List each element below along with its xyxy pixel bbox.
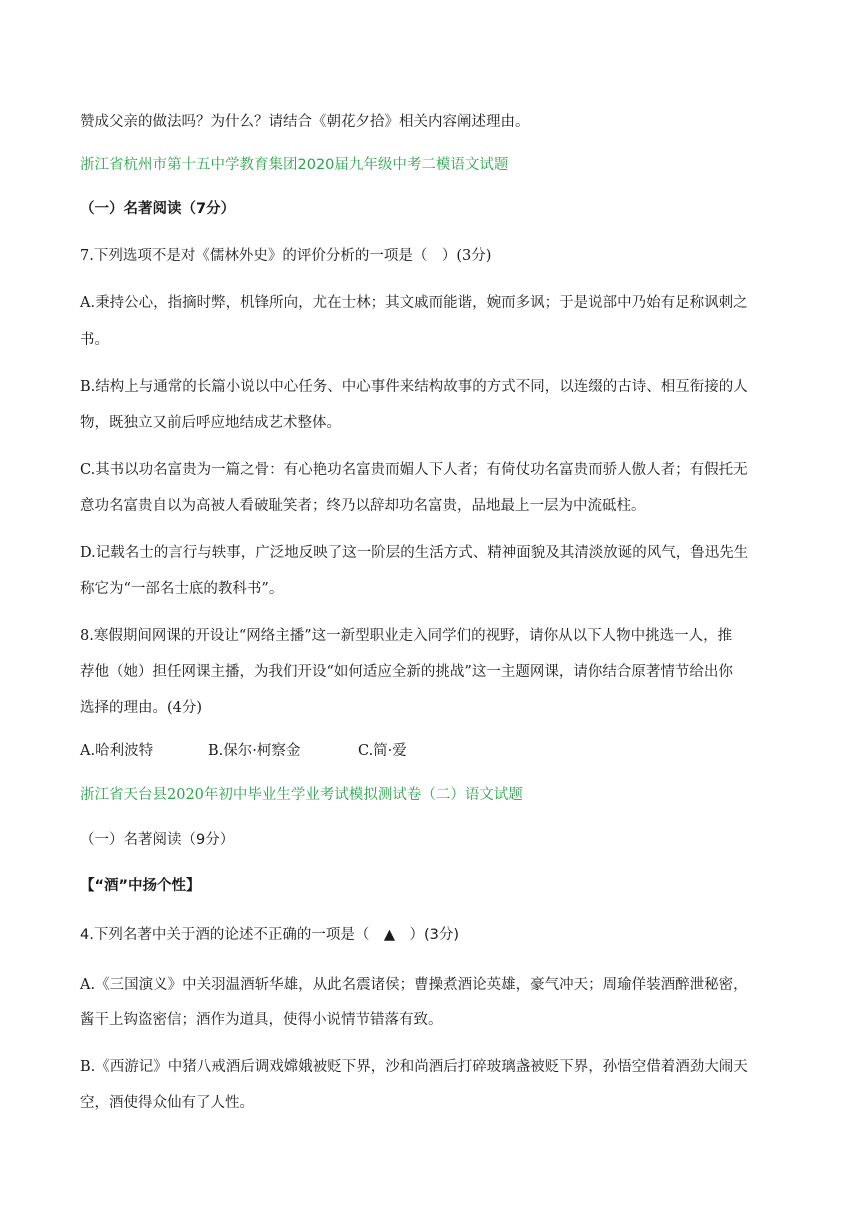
question-8-stem-line3: 选择的理由。(4分) [80,700,203,716]
q8-choice-a: A.哈利波特 [80,743,154,759]
q4-option-a-line1: A.《三国演义》中关羽温酒斩华雄，从此名震诸侯；曹操煮酒论英雄，豪气冲天；周瑜佯装酒醉泄秘密， [80,977,748,993]
q8-choice-b: B.保尔·柯察金 [208,743,301,759]
section-heading-2: （一）名著阅读（9分） [80,832,235,848]
q8-choice-c: C.简·爱 [358,743,407,759]
q4-option-a-line2: 酱干上钩盗密信；酒作为道具，使得小说情节错落有致。 [80,1012,443,1028]
q7-option-c-line1: C.其书以功名富贵为一篇之骨：有心艳功名富贵而媚人下人者；有倚仗功名富贵而骄人傲人者；有假托无 [80,462,748,478]
q4-option-b-line2: 空，酒使得众仙有了人性。 [80,1095,254,1111]
q7-option-c-line2: 意功名富贵自以为高被人看破耻笑者；终乃以辞却功名富贵，品地最上一层为中流砥柱。 [80,498,646,514]
q7-option-a-line2: 书。 [80,332,109,348]
question-8-stem-line2: 荐他（她）担任网课主播，为我们开设“如何适应全新的挑战”这一主题网课，请你结合原著情节给出你 [80,664,733,680]
question-7-stem: 7.下列选项不是对《儒林外史》的评价分析的一项是（ ）(3分) [80,248,492,264]
q7-option-a-line1: A.秉持公心，指摘时弊，机锋所向，尤在士林；其文戚而能谐，婉而多讽；于是说部中乃始有足称讽刺之 [80,295,748,311]
q7-option-b-line2: 物，既独立又前后呼应地结成艺术整体。 [80,415,341,431]
q4-option-b-line1: B.《西游记》中猪八戒酒后调戏嫦娥被贬下界，沙和尚酒后打碎玻璃盏被贬下界，孙悟空借着酒劲大闹天 [80,1059,748,1075]
source-title-1: 浙江省杭州市第十五中学教育集团2020届九年级中考二模语文试题 [80,157,509,173]
intro-paragraph: 赞成父亲的做法吗？为什么？请结合《朝花夕拾》相关内容阐述理由。 [80,114,530,130]
question-4-stem: 4.下列名著中关于酒的论述不正确的一项是（ ▲ ）(3分) [80,927,460,943]
question-8-stem-line1: 8.寒假期间网课的开设让“网络主播”这一新型职业走入同学们的视野，请你从以下人物中挑选一人，推 [80,628,733,644]
q8-choices [80,741,407,761]
section-subheading-2: 【“酒”中扬个性】 [80,878,201,894]
section-heading-1: （一）名著阅读（7分） [80,201,236,217]
source-title-2: 浙江省天台县2020年初中毕业生学业考试模拟测试卷（二）语文试题 [80,787,523,803]
q7-option-d-line2: 称它为“一部名士底的教科书”。 [80,581,284,597]
q7-option-b-line1: B.结构上与通常的长篇小说以中心任务、中心事件来结构故事的方式不同，以连缀的古诗、相互衔接的人 [80,379,748,395]
q7-option-d-line1: D.记载名士的言行与轶事，广泛地反映了这一阶层的生活方式、精神面貌及其清淡放诞的风气，鲁迅先生 [80,545,749,561]
